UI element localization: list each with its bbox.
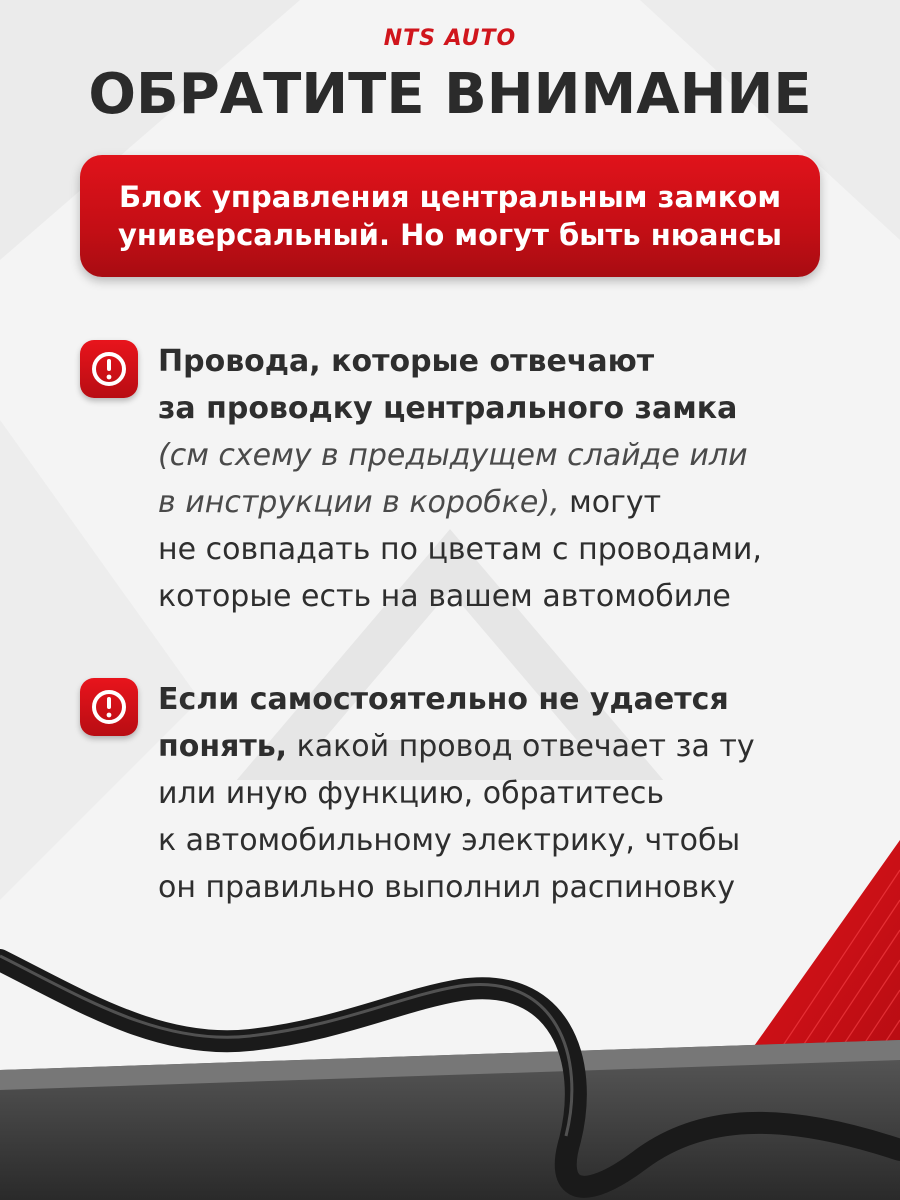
- notice-1-line-3: не совпадать по цветам с проводами,: [158, 532, 762, 567]
- notice-2-line-1-tail: какой провод отвечает за ту: [287, 729, 755, 764]
- banner-line-1: Блок управления центральным замком: [118, 180, 782, 214]
- page-title: ОБРАТИТЕ ВНИМАНИЕ: [88, 62, 812, 127]
- banner-line-2: универсальный. Но могут быть нюансы: [118, 218, 782, 252]
- notice-2-bold-word: понять,: [158, 729, 288, 764]
- notice-1-italic-line-1: (см схему в предыдущем слайде или: [158, 438, 748, 473]
- notice-1-line-4: которые есть на вашем автомобиле: [158, 579, 731, 614]
- notice-1-italic-line-2: в инструкции в коробке),: [158, 485, 560, 520]
- notice-1-bold-line-2: за проводку центрального замка: [158, 391, 738, 426]
- notice-1-line-tail: могут: [559, 485, 662, 520]
- notice-1-bold-line-1: Провода, которые отвечают: [158, 344, 655, 379]
- info-banner: [80, 155, 820, 277]
- notice-2-text: [158, 676, 838, 911]
- brand-logo: NTS AUTO: [383, 26, 517, 51]
- notice-2-bold-line-1: Если самостоятельно не удается: [158, 682, 729, 717]
- exclamation-icon: [80, 340, 138, 398]
- notice-1-text: [158, 338, 838, 620]
- notice-2-line-2: или иную функцию, обратитесь: [158, 776, 665, 811]
- notice-2-line-4: он правильно выполнил распиновку: [158, 870, 735, 905]
- exclamation-icon: [80, 678, 138, 736]
- notice-2-line-3: к автомобильному электрику, чтобы: [158, 823, 741, 858]
